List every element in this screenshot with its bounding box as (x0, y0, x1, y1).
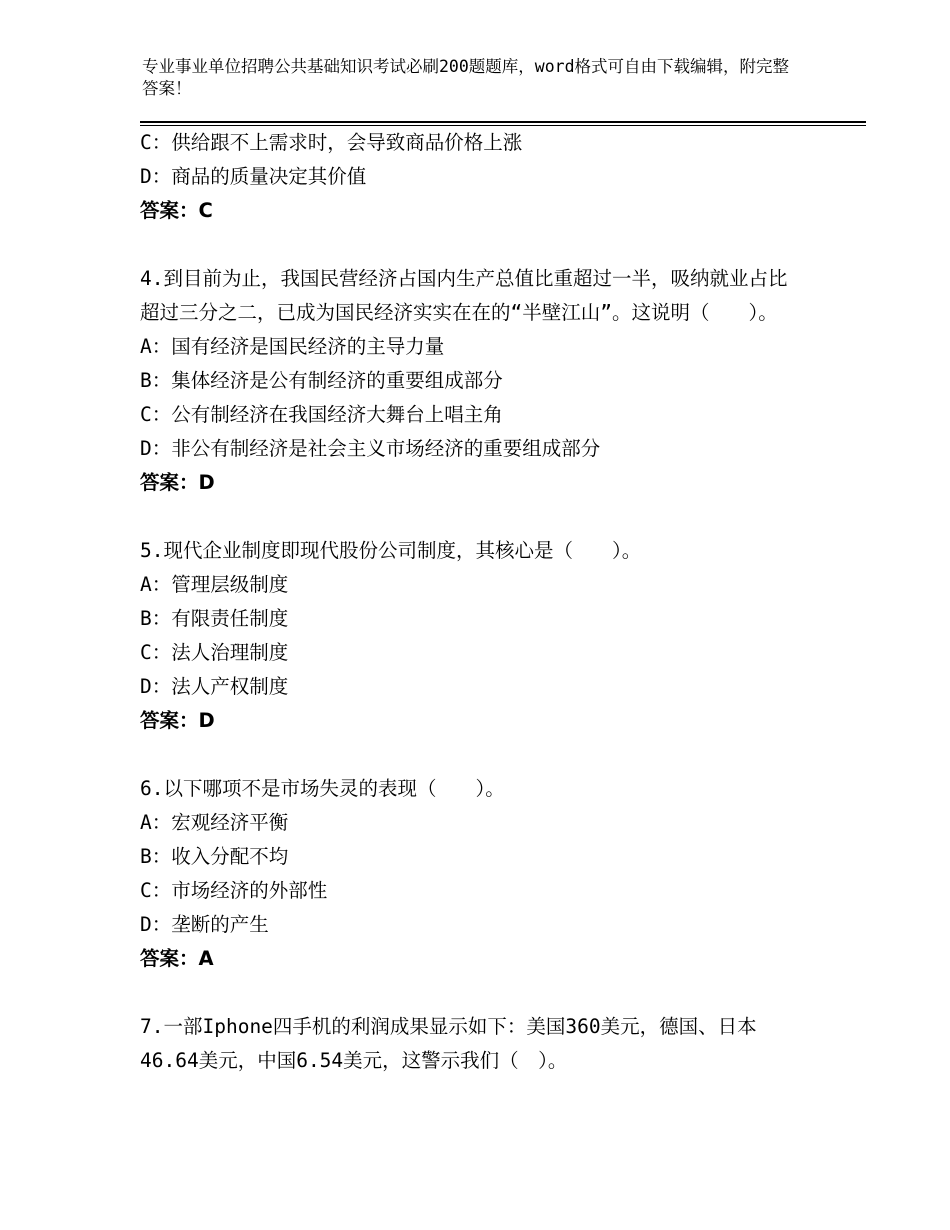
q6-stem: 6.以下哪项不是市场失灵的表现（ ）。 (140, 777, 505, 800)
q4-option-d: D：非公有制经济是社会主义市场经济的重要组成部分 (140, 437, 601, 460)
spacer (140, 976, 820, 1010)
q4-option-a: A：国有经济是国民经济的主导力量 (140, 335, 445, 358)
q3-option-c: C：供给跟不上需求时，会导致商品价格上涨 (140, 131, 523, 154)
spacer (140, 738, 820, 772)
spacer (140, 228, 820, 262)
q5-option-c: C：法人治理制度 (140, 641, 289, 664)
header-rule-thick (140, 121, 866, 123)
q4-answer: 答案：D (140, 471, 215, 494)
q5-option-b: B：有限责任制度 (140, 607, 289, 630)
q4-option-c: C：公有制经济在我国经济大舞台上唱主角 (140, 403, 503, 426)
q6-option-d: D：垄断的产生 (140, 913, 269, 936)
q4-stem: 4.到目前为止，我国民营经济占国内生产总值比重超过一半，吸纳就业占比超过三分之二，已成为国民经济实实在在的“半壁江山”。这说明（ ）。 (140, 267, 788, 324)
question-list (140, 126, 820, 1078)
q5-stem: 5.现代企业制度即现代股份公司制度，其核心是（ ）。 (140, 539, 642, 562)
q7-stem: 7.一部Iphone四手机的利润成果显示如下：美国360美元，德国、日本46.64美元，中国6.54美元，这警示我们（ ）。 (140, 1015, 757, 1072)
q4-option-b: B：集体经济是公有制经济的重要组成部分 (140, 369, 503, 392)
q6-option-a: A：宏观经济平衡 (140, 811, 289, 834)
spacer (140, 500, 820, 534)
q3-option-d: D：商品的质量决定其价值 (140, 165, 367, 188)
q5-answer: 答案：D (140, 709, 215, 732)
q6-option-b: B：收入分配不均 (140, 845, 289, 868)
q6-option-c: C：市场经济的外部性 (140, 879, 328, 902)
q3-answer: 答案：C (140, 199, 213, 222)
q5-option-a: A：管理层级制度 (140, 573, 289, 596)
q5-option-d: D：法人产权制度 (140, 675, 289, 698)
document-header: 专业事业单位招聘公共基础知识考试必刷200题题库，word格式可自由下载编辑，附完整答案！ (142, 57, 790, 98)
q6-answer: 答案：A (140, 947, 214, 970)
